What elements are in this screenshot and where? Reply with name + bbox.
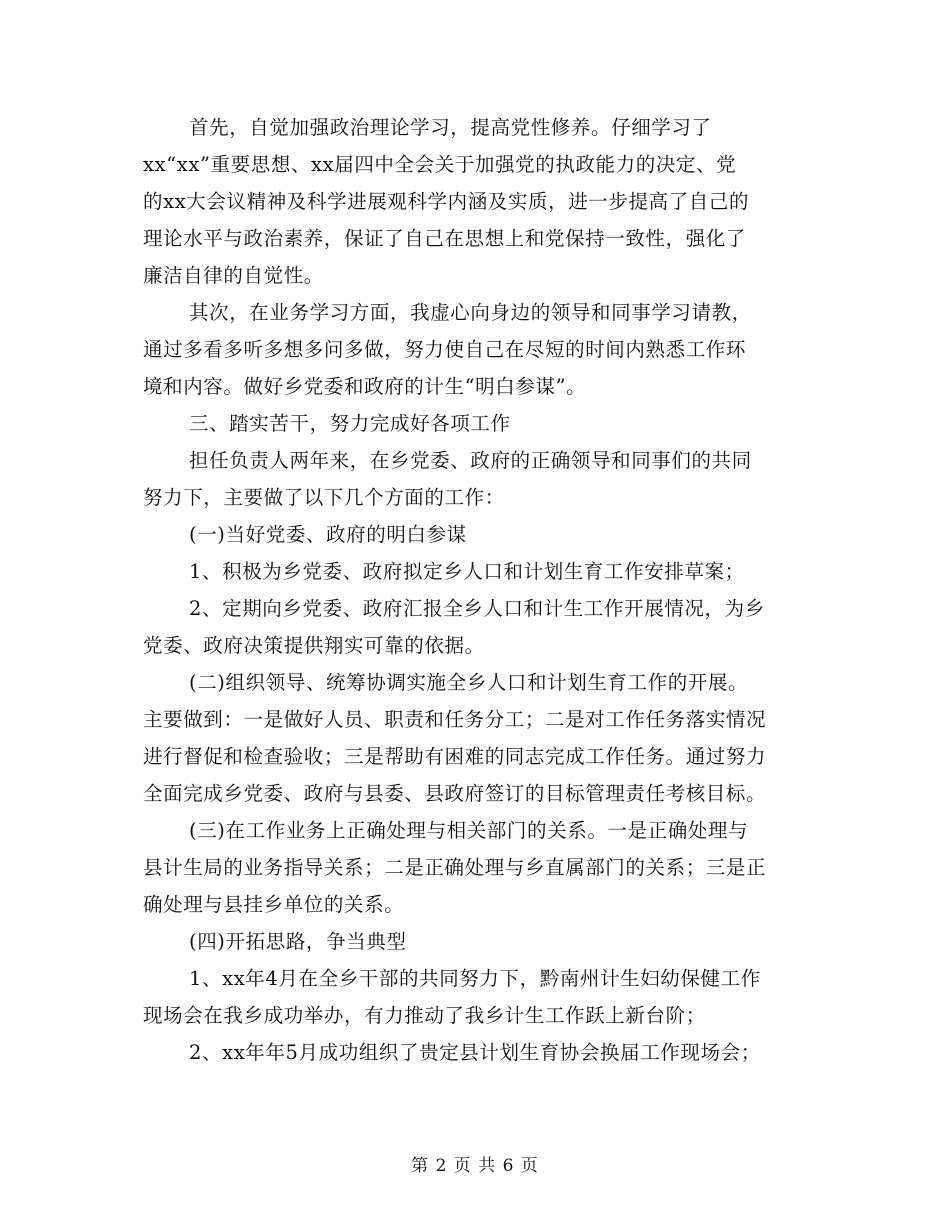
text-line: 确处理与县挂乡单位的关系。	[143, 893, 405, 916]
subsection-heading: (四)开拓思路，争当典型	[189, 930, 407, 953]
text-line: 进行督促和检查验收；三是帮助有困难的同志完成工作任务。通过努力	[143, 745, 767, 768]
list-item: 2、xx年年5月成功组织了贵定县计划生育协会换届工作现场会；	[189, 1041, 761, 1064]
text-line: 其次，在业务学习方面，我虚心向身边的领导和同事学习请教，	[189, 301, 752, 324]
text-line: 党委、政府决策提供翔实可靠的依据。	[143, 634, 485, 657]
subsection-heading: (三)在工作业务上正确处理与相关部门的关系。一是正确处理与	[189, 819, 749, 842]
list-item: 1、xx年4月在全乡干部的共同努力下，黔南州计生妇幼保健工作	[189, 967, 761, 990]
subsection-heading: (二)组织领导、统筹协调实施全乡人口和计划生育工作的开展。	[189, 671, 749, 694]
subsection-heading: (一)当好党委、政府的明白参谋	[189, 523, 467, 546]
page-number: 第 2 页 共 6 页	[411, 1156, 539, 1176]
text-line: 全面完成乡党委、政府与县委、县政府签订的目标管理责任考核目标。	[143, 782, 767, 805]
text-line: 县计生局的业务指导关系；二是正确处理与乡直属部门的关系；三是正	[143, 856, 767, 879]
text-line: 努力下，主要做了以下几个方面的工作：	[143, 486, 505, 509]
list-item: 1、积极为乡党委、政府拟定乡人口和计划生育工作安排草案；	[189, 560, 745, 583]
text-line: 通过多看多听多想多问多做，努力使自己在尽短的时间内熟悉工作环	[143, 338, 747, 361]
list-item: 2、定期向乡党委、政府汇报全乡人口和计生工作开展情况，为乡	[189, 597, 765, 620]
text-line: 现场会在我乡成功举办，有力推动了我乡计生工作跃上新台阶；	[143, 1004, 706, 1027]
section-heading: 三、踏实苦干，努力完成好各项工作	[189, 412, 511, 435]
text-line: 境和内容。做好乡党委和政府的计生“明白参谋”。	[143, 375, 587, 398]
text-line: 的xx大会议精神及科学进展观科学内涵及实质，进一步提高了自己的	[143, 190, 750, 213]
text-line: 首先，自觉加强政治理论学习，提高党性修养。仔细学习了	[189, 116, 712, 139]
text-line: 主要做到：一是做好人员、职责和任务分工；二是对工作任务落实情况	[143, 708, 767, 731]
text-line: xx“xx”重要思想、xx届四中全会关于加强党的执政能力的决定、党	[143, 153, 737, 176]
text-line: 担任负责人两年来，在乡党委、政府的正确领导和同事们的共同	[189, 449, 752, 472]
text-line: 理论水平与政治素养，保证了自己在思想上和党保持一致性，强化了	[143, 227, 747, 250]
text-line: 廉洁自律的自觉性。	[143, 264, 324, 287]
